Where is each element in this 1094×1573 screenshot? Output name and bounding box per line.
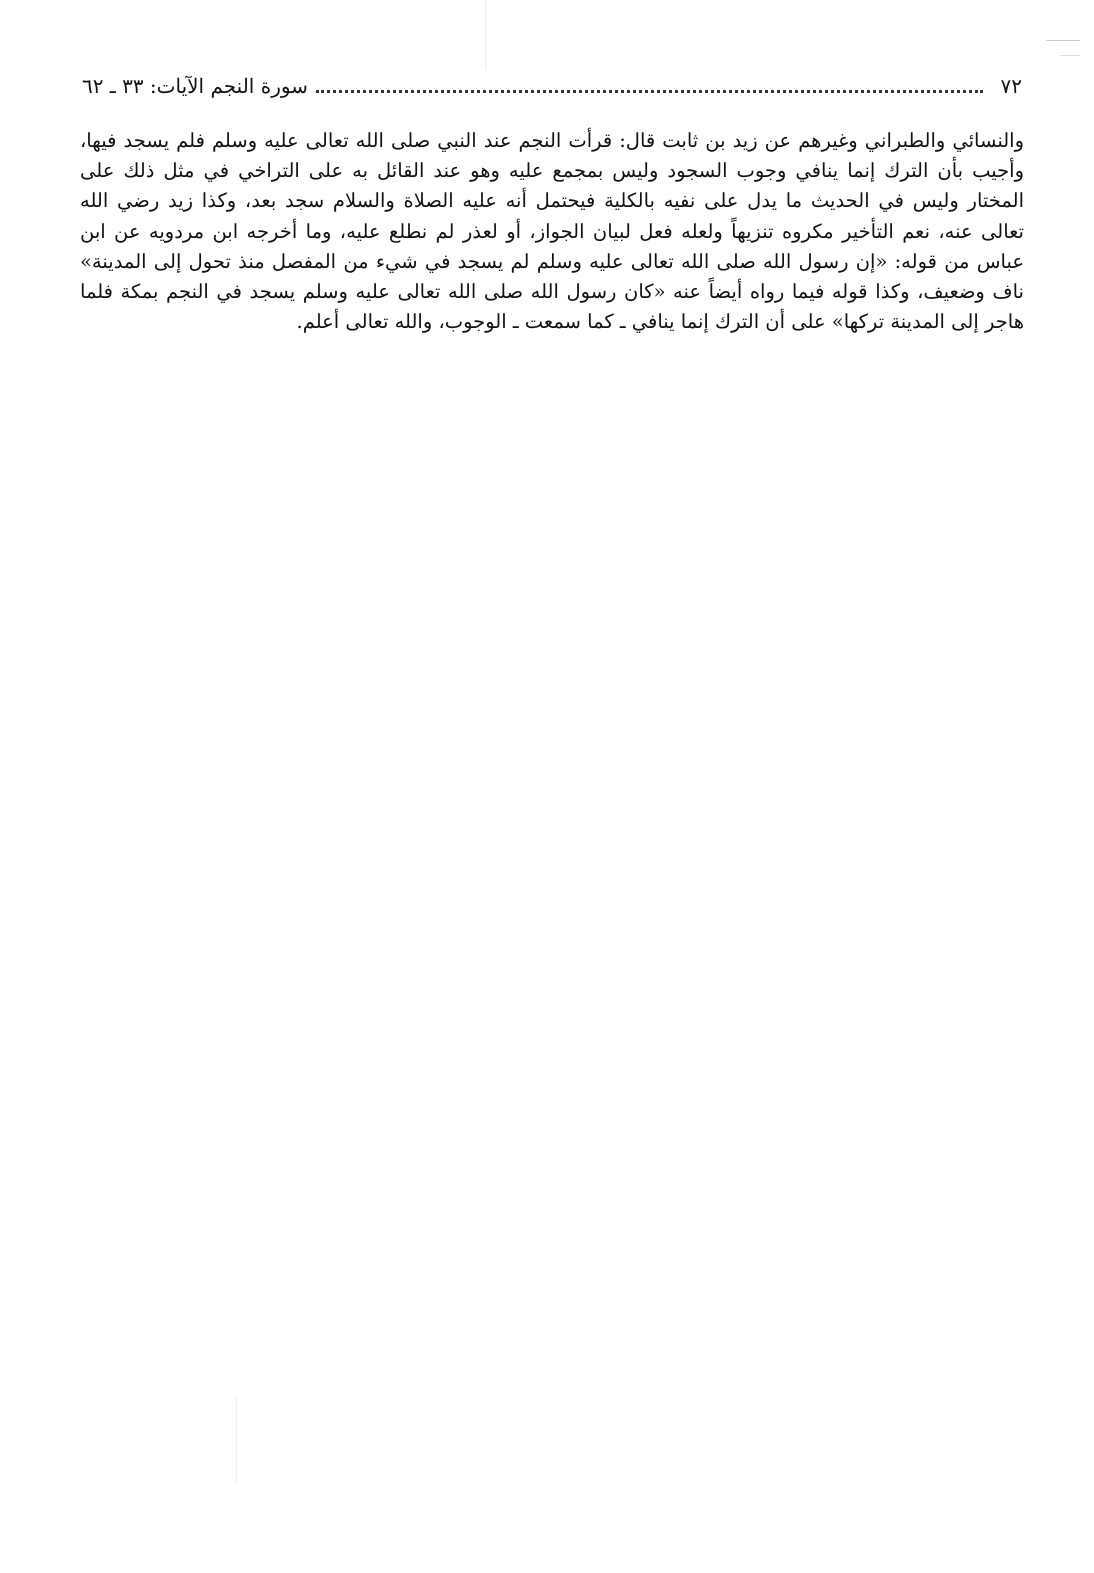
scan-artifact-line bbox=[236, 1395, 237, 1485]
body-paragraph: والنسائي والطبراني وغيرهم عن زيد بن ثابت قال: قرأت النجم عند النبي صلى الله تعالى عليه وسلم فلم يسجد فيها، وأجيب بأن الترك إنما ينافي وجوب السجود وليس بمجمع عليه وهو عند القائل به على التراخي في مثل ذلك على المختار وليس في الحديث ما يدل على نفيه بالكلية فيحتمل أنه عليه الصلاة والسلام سجد بعد، وكذا زيد رضي الله تعالى عنه، نعم التأخير مكروه تنزيهاً ولعله فعل لبيان الجواز، أو لعذر لم نطلع عليه، وما أخرجه ابن مردويه عن ابن عباس من قوله: «إن رسول الله صلى الله تعالى عليه وسلم لم يسجد في شيء من المفصل منذ تحول إلى المدينة» ناف وضعيف، وكذا قوله فيما رواه أيضاً عنه «كان رسول الله صلى الله تعالى عليه وسلم يسجد في النجم بمكة فلما هاجر إلى المدينة تركها» على أن الترك إنما ينافي ـ كما سمعت ـ الوجوب، والله تعالى أعلم. bbox=[80, 129, 1024, 334]
running-header bbox=[82, 70, 1022, 102]
dotted-leader bbox=[316, 72, 983, 93]
scan-artifact-line bbox=[485, 0, 486, 70]
header-title: سورة النجم الآيات: ٣٣ ـ ٦٢ bbox=[82, 74, 308, 98]
scan-artifact-mark bbox=[1060, 55, 1080, 56]
page-number: ٧٢ bbox=[1000, 74, 1022, 98]
scan-artifact-mark bbox=[1046, 40, 1080, 41]
